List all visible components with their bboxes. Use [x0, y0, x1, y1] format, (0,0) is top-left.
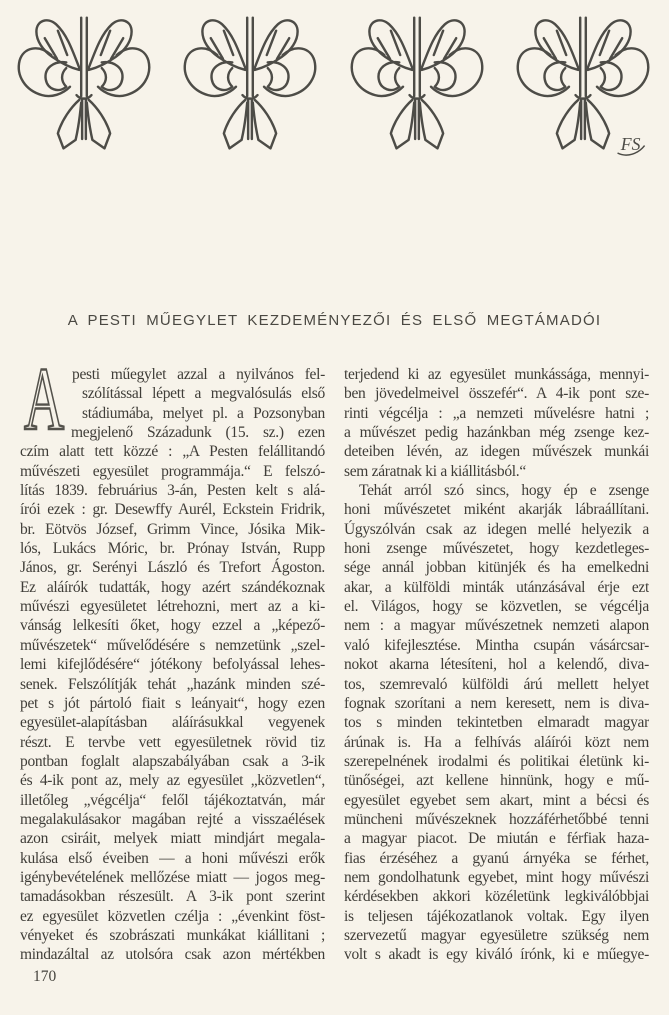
- text-line: honi művészetet miként akarják lábraállítani.: [344, 501, 649, 519]
- text-line: Úgyszólván csak az idegen mellé helyezik a: [344, 520, 649, 538]
- text-line: írói ezek : gr. Desewffy Aurél, Eckstein Fridrik,: [20, 501, 325, 519]
- text-line: tos s minden tekintetben elmaradt magyar: [344, 714, 649, 732]
- text-line: br. Eötvös József, Grimm Vince, Jósika Mik-: [20, 520, 325, 538]
- text-line: és 4-ik pont az, mely az egyesület „közvetlen“,: [20, 772, 325, 790]
- text-line: művészetek“ művelődésére s nemzetünk „szel-: [20, 636, 325, 654]
- text-line: megalakulásakor magában rejté a visszaélések: [20, 810, 325, 828]
- text-line: vényeket és szobrászati munkákat kiállitani ;: [20, 926, 325, 944]
- text-line: vánság lelkesíti őket, hogy ezzel a „képező-: [20, 617, 325, 635]
- text-line: megjelenő Századunk (15. sz.) ezen: [71, 424, 325, 442]
- text-line: ez egyesület közvetlen czélja : „évenkint föst-: [20, 907, 325, 925]
- text-line: a művészet pedig hazánkban még zsenge kez-: [344, 424, 649, 442]
- text-line: a magyar piacot. De miután e férfiak haza-: [344, 830, 649, 848]
- text-line: deteiben lévén, az idegen művészek munkái: [344, 443, 649, 461]
- text-line: nem : a magyar művészetnek nemzeti alapon: [344, 617, 649, 635]
- text-line: nokot akarna létesíteni, hol a kelendő, diva-: [344, 656, 649, 674]
- text-line: el. Világos, hogy se közvetlen, se végcélja: [344, 598, 649, 616]
- text-line: tamadásokban részesült. A 3-ik pont szerint: [20, 888, 325, 906]
- text-line: is teljesen tájékozatlanok voltak. Egy ilyen: [344, 907, 649, 925]
- text-line: szerepelnének irodalmi és politikai életünk ki-: [344, 752, 649, 770]
- svg-text:FS: FS: [620, 134, 641, 155]
- text-line: kérdésekben akkori közéletünk legkiválóbbjai: [344, 888, 649, 906]
- text-line: egyesület egyebet sem akart, mint a bécsi és: [344, 791, 649, 809]
- text-line: rinti végcélja : „a nemzeti művelésre hatni ;: [344, 404, 649, 422]
- text-columns: [0, 365, 669, 965]
- text-line: művészi egyesületet létrehozni, mert az a ki-: [20, 598, 325, 616]
- right-column: [344, 365, 649, 965]
- text-line: fias érzéséhez a gyanú árnyéka se férhet,: [344, 849, 649, 867]
- text-line: részt. E tervbe vett egyesületnek rövid tiz: [20, 733, 325, 751]
- text-line: illetőleg „végcélja“ felől tájékoztatván, már: [20, 791, 325, 809]
- text-line: tos, szemrevaló külföldi árú mellett helyet: [344, 675, 649, 693]
- text-line: azon csiráit, melyek miatt mindjárt megala-: [20, 830, 325, 848]
- text-line: pet s jót pártoló fiait s leányait“, hogy ezen: [20, 694, 325, 712]
- page-number: 170: [33, 967, 57, 985]
- leaf-bow-ornament-icon-signed: [513, 8, 653, 158]
- text-line: lítás 1839. februárius 3-án, Pesten kelt s alá-: [20, 482, 325, 500]
- text-line: stádiumába, melyet pl. a Pozsonyban: [82, 404, 325, 422]
- article-title: A PESTI MŰEGYLET KEZDEMÉNYEZŐI ÉS ELSŐ MEGTÁMADÓI: [67, 312, 602, 329]
- text-line: senek. Felszólítják tehát „hazánk minden szé-: [20, 675, 325, 693]
- leaf-bow-ornament-icon: [14, 8, 154, 158]
- svg-text:A: A: [23, 367, 65, 433]
- text-line: szólítással lépett a megvalósulás első: [82, 385, 325, 403]
- text-line: müncheni művészeknek hozzáférhetőbbé tenni: [344, 810, 649, 828]
- text-line: czím alatt tett közzé : „A Pesten felállitandó: [20, 443, 325, 461]
- text-line: művészeti egyesület programmája.“ E felszó-: [20, 462, 325, 480]
- text-line: terjedend ki az egyesület munkássága, mennyi-: [344, 366, 649, 383]
- text-line: kulása első éveiben — a honi művészi erők: [20, 849, 325, 867]
- text-line: sem záratnak ki a kiállitásból.“: [344, 462, 526, 480]
- artist-monogram: [618, 134, 645, 155]
- text-line: lós, Lukács Móric, br. Prónay István, Rupp: [20, 540, 325, 558]
- drop-cap-initial: [21, 367, 67, 433]
- ornament-row: [0, 0, 669, 160]
- text-line: nem gondolhatunk egyebet, mint hogy művészi: [344, 868, 649, 886]
- text-line: Tehát arról szó sincs, hogy ép e zsenge: [359, 482, 649, 500]
- leaf-bow-ornament-icon: [180, 8, 320, 158]
- left-column: [20, 365, 325, 965]
- text-line: szervezetű magyar egyesületre szükség nem: [344, 926, 649, 944]
- text-line: volt s akadt is egy kiváló írónk, ki e műegye-: [344, 946, 649, 964]
- text-line: János, gr. Serényi László és Trefort Ágoston.: [20, 559, 325, 577]
- text-line: egyesület-alapításban aláírásukkal vegyenek: [20, 714, 325, 732]
- text-line: pontban foglalt alapszabályában csak a 3-ik: [20, 752, 325, 770]
- text-line: fognak szorítani a nem keresett, nem is diva-: [344, 694, 649, 712]
- text-line: lemi kifejlődésére“ jótékony befolyással lehes-: [20, 656, 325, 674]
- text-line: való kifejlesztése. Mintha csupán vásárcsar-: [344, 636, 649, 654]
- text-line: akar, a külföldi minták utánzásával érje ezt: [344, 578, 649, 596]
- text-line: ben jövedelmeivel összefér“. A 4-ik pont sze-: [344, 385, 649, 403]
- leaf-bow-ornament-icon: [347, 8, 487, 158]
- text-line: árúnak is. Ha a felhívás aláírói közt nem: [344, 733, 649, 751]
- text-line: mindazáltal az utolsóra csak azon mértékben: [20, 946, 325, 964]
- text-line: pesti műegylet azzal a nyilvános fel-: [72, 366, 325, 383]
- text-line: sége annál jobban kitünjék és ha emelkedni: [344, 559, 649, 577]
- text-line: tünőségei, azt kellene hinnünk, hogy e mű-: [344, 772, 649, 790]
- text-line: honi zsenge művészetet, hogy kezdetleges-: [344, 540, 649, 558]
- text-line: Ez aláírók tudatták, hogy azért szándékoznak: [20, 578, 325, 596]
- text-line: igénybevételének mellőzése miatt — jogos meg-: [20, 868, 325, 886]
